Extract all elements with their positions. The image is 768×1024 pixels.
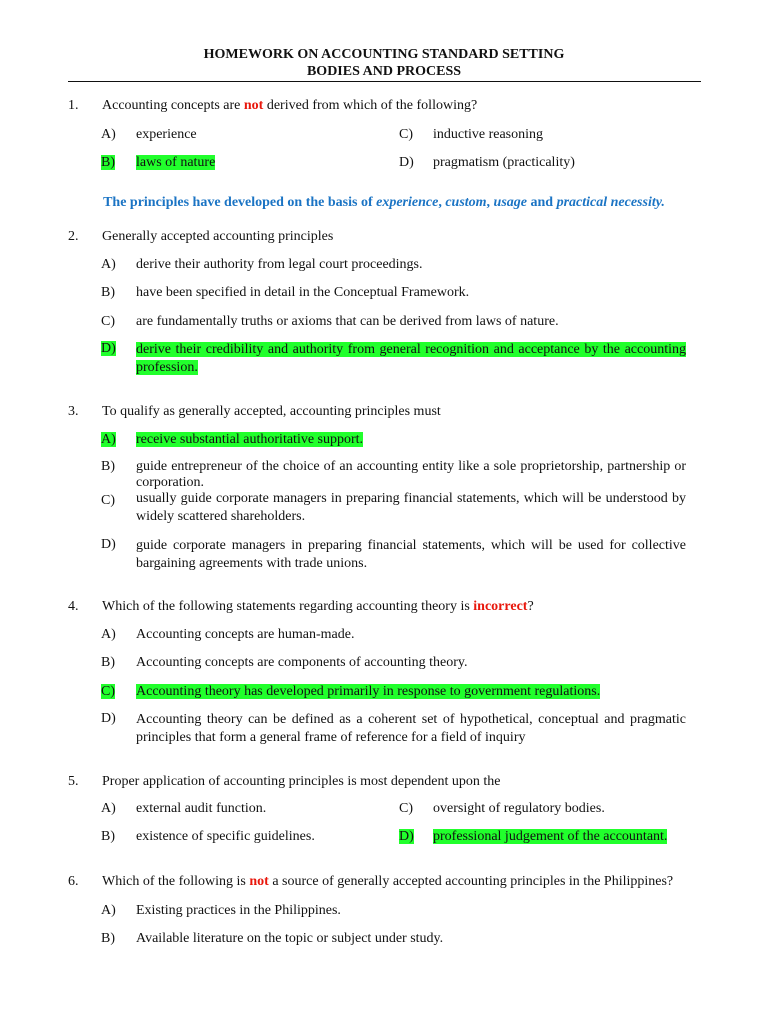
q5-option-c-text[interactable]: oversight of regulatory bodies.: [433, 801, 605, 816]
question-5-number: 5.: [68, 774, 79, 789]
page-title-line2: BODIES AND PROCESS: [306, 64, 462, 79]
q3-option-c-letter[interactable]: C): [101, 493, 115, 508]
q2-option-b-letter[interactable]: B): [101, 285, 115, 300]
question-5-text: Proper application of accounting principles is most dependent upon the: [102, 774, 501, 789]
q4-option-b-letter[interactable]: B): [101, 655, 115, 670]
question-3-text: To qualify as generally accepted, accounting principles must: [102, 404, 441, 419]
q1-option-c-text[interactable]: inductive reasoning: [433, 127, 544, 142]
q3-option-a-answer[interactable]: receive substantial authoritative support.: [136, 432, 364, 447]
q3-option-b-text[interactable]: guide entrepreneur of the choice of an accounting entity like a sole proprietorship, partnership or corporation.: [136, 459, 686, 490]
q4-option-b-text[interactable]: Accounting concepts are components of accounting theory.: [136, 655, 468, 670]
q2-option-b-text[interactable]: have been specified in detail in the Conceptual Framework.: [136, 285, 470, 300]
q1-explanation-note: The principles have developed on the basis of experience, custom, usage and practical necessity.: [103, 195, 665, 210]
q3-option-c-text[interactable]: usually guide corporate managers in preparing financial statements, which will be understood by widely scattered shareholders.: [136, 491, 686, 524]
q5-option-a-letter[interactable]: A): [101, 801, 116, 816]
question-3-number: 3.: [68, 404, 79, 419]
question-1-number: 1.: [68, 98, 79, 113]
q6-option-a-letter[interactable]: A): [101, 903, 116, 918]
q2-option-a-letter[interactable]: A): [101, 257, 116, 272]
q5-option-c-letter[interactable]: C): [399, 801, 413, 816]
q5-option-a-text[interactable]: external audit function.: [136, 801, 267, 816]
question-4-number: 4.: [68, 599, 79, 614]
q1-option-a-letter[interactable]: A): [101, 127, 116, 142]
q2-option-a-text[interactable]: derive their authority from legal court proceedings.: [136, 257, 423, 272]
q1-option-b-answer[interactable]: laws of nature: [136, 155, 216, 170]
q4-option-d-text[interactable]: Accounting theory can be defined as a coherent set of hypothetical, conceptual and pragmatic principles that form a general frame of reference for a field of inquiry: [136, 712, 686, 745]
q2-option-d-answer[interactable]: derive their credibility and authority from general recognition and acceptance by the accounting profession.: [136, 342, 686, 375]
q6-option-a-text[interactable]: Existing practices in the Philippines.: [136, 903, 341, 918]
question-4-text: Which of the following statements regarding accounting theory is incorrect?: [102, 599, 534, 614]
q1-option-c-letter[interactable]: C): [399, 127, 413, 142]
q4-option-a-letter[interactable]: A): [101, 627, 116, 642]
q3-option-a-letter[interactable]: A): [101, 432, 116, 447]
q1-option-a-text[interactable]: experience: [136, 127, 197, 142]
q5-option-b-text[interactable]: existence of specific guidelines.: [136, 829, 315, 844]
question-1-text: Accounting concepts are not derived from which of the following?: [102, 98, 478, 113]
q3-option-d-text[interactable]: guide corporate managers in preparing financial statements, which will be used for collective bargaining agreements with trade unions.: [136, 538, 686, 571]
question-2-number: 2.: [68, 229, 79, 244]
q5-option-b-letter[interactable]: B): [101, 829, 115, 844]
q6-option-b-text[interactable]: Available literature on the topic or subject under study.: [136, 931, 444, 946]
q1-option-d-letter[interactable]: D): [399, 155, 414, 170]
q2-option-c-letter[interactable]: C): [101, 314, 115, 329]
question-2-text: Generally accepted accounting principles: [102, 229, 334, 244]
emphasis-not: not: [243, 98, 264, 113]
q3-option-b-letter[interactable]: B): [101, 459, 115, 474]
q2-option-d-letter[interactable]: D): [101, 341, 116, 356]
q1-option-b-letter[interactable]: B): [101, 155, 115, 170]
emphasis-incorrect: incorrect: [473, 599, 528, 614]
q4-option-a-text[interactable]: Accounting concepts are human-made.: [136, 627, 355, 642]
q5-option-d-answer[interactable]: professional judgement of the accountant.: [433, 829, 668, 844]
title-divider: [68, 81, 701, 82]
page-title-line1: HOMEWORK ON ACCOUNTING STANDARD SETTING: [203, 47, 565, 62]
q4-option-c-answer[interactable]: Accounting theory has developed primarily in response to government regulations.: [136, 684, 601, 699]
q2-option-c-text[interactable]: are fundamentally truths or axioms that can be derived from laws of nature.: [136, 314, 559, 329]
q4-option-d-letter[interactable]: D): [101, 711, 116, 726]
q1-option-d-text[interactable]: pragmatism (practicality): [433, 155, 575, 170]
q3-option-d-letter[interactable]: D): [101, 537, 116, 552]
question-6-text: Which of the following is not a source of generally accepted accounting principles in the Philippines?: [102, 874, 674, 889]
question-6-number: 6.: [68, 874, 79, 889]
q5-option-d-letter[interactable]: D): [399, 829, 414, 844]
q6-option-b-letter[interactable]: B): [101, 931, 115, 946]
emphasis-not: not: [249, 874, 269, 889]
q4-option-c-letter[interactable]: C): [101, 684, 115, 699]
